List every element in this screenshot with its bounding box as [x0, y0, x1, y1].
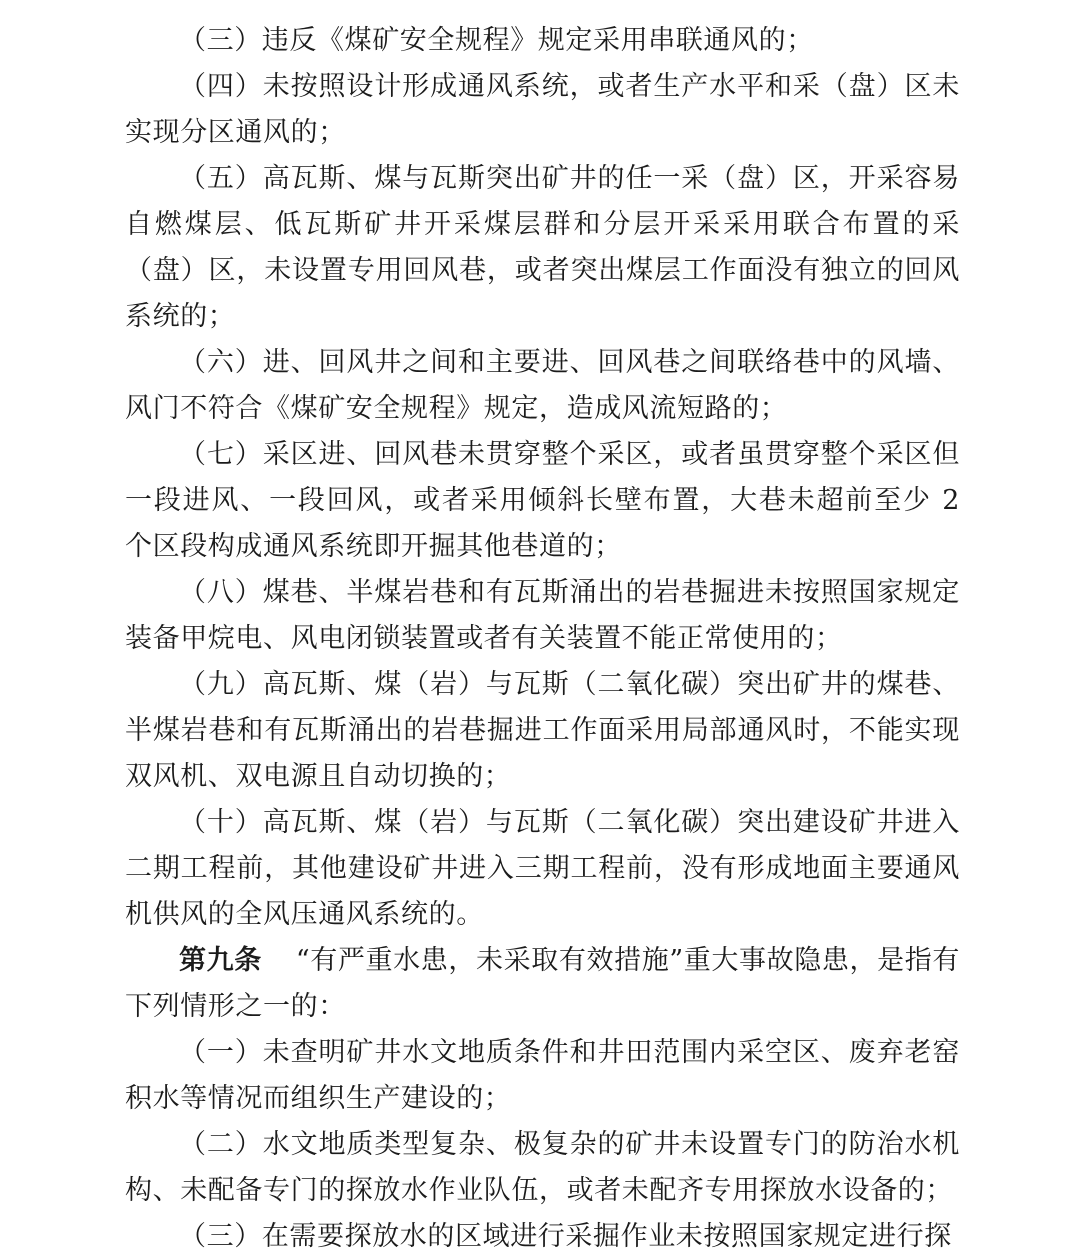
water-clause-3 [125, 1214, 960, 1260]
article-9 [125, 938, 960, 1030]
clause-5-return-airway [125, 156, 960, 340]
paragraph-text: （五）高瓦斯、煤与瓦斯突出矿井的任一采（盘）区，开采容易自燃煤层、低瓦斯矿井开采煤层群和分层开采采用联合布置的采（盘）区，未设置专用回风巷，或者突出煤层工作面没有独立的回风系统的； [125, 163, 960, 332]
clause-8-methane-lockout [125, 570, 960, 662]
clause-4-ventilation-system [125, 64, 960, 156]
paragraph-text: （八）煤巷、半煤岩巷和有瓦斯涌出的岩巷掘进未按照国家规定装备甲烷电、风电闭锁装置或者有关装置不能正常使用的； [125, 577, 960, 654]
clause-7-mining-area-roadways [125, 432, 960, 570]
water-clause-1 [125, 1030, 960, 1122]
paragraph-text: （十）高瓦斯、煤（岩）与瓦斯（二氧化碳）突出建设矿井进入二期工程前，其他建设矿井进入三期工程前，没有形成地面主要通风机供风的全风压通风系统的。 [125, 807, 960, 930]
water-clause-2 [125, 1122, 960, 1214]
clause-10-full-pressure-ventilation [125, 800, 960, 938]
paragraph-text: （六）进、回风井之间和主要进、回风巷之间联络巷中的风墙、风门不符合《煤矿安全规程》规定，造成风流短路的； [125, 347, 960, 424]
clause-3-serial-ventilation [125, 18, 960, 64]
clause-9-local-ventilation [125, 662, 960, 800]
paragraph-text: （九）高瓦斯、煤（岩）与瓦斯（二氧化碳）突出矿井的煤巷、半煤岩巷和有瓦斯涌出的岩巷掘进工作面采用局部通风时，不能实现双风机、双电源且自动切换的； [125, 669, 960, 792]
paragraph-text: （三）在需要探放水的区域进行采掘作业未按照国家规定进行探 [179, 1221, 952, 1252]
paragraph-text: （一）未查明矿井水文地质条件和井田范围内采空区、废弃老窑积水等情况而组织生产建设的； [125, 1037, 960, 1114]
paragraph-text: （二）水文地质类型复杂、极复杂的矿井未设置专门的防治水机构、未配备专门的探放水作业队伍，或者未配齐专用探放水设备的； [125, 1129, 960, 1206]
clause-6-air-short-circuit [125, 340, 960, 432]
article-heading: 第九条 [179, 945, 262, 976]
document-body [125, 18, 960, 1260]
paragraph-text: （四）未按照设计形成通风系统，或者生产水平和采（盘）区未实现分区通风的； [125, 71, 960, 148]
paragraph-text: “有严重水患，未采取有效措施”重大事故隐患，是指有下列情形之一的： [125, 945, 960, 1022]
paragraph-text: （三）违反《煤矿安全规程》规定采用串联通风的； [179, 25, 814, 56]
paragraph-text: （七）采区进、回风巷未贯穿整个采区，或者虽贯穿整个采区但一段进风、一段回风，或者采用倾斜长壁布置，大巷未超前至少 2 个区段构成通风系统即开掘其他巷道的； [125, 439, 960, 562]
